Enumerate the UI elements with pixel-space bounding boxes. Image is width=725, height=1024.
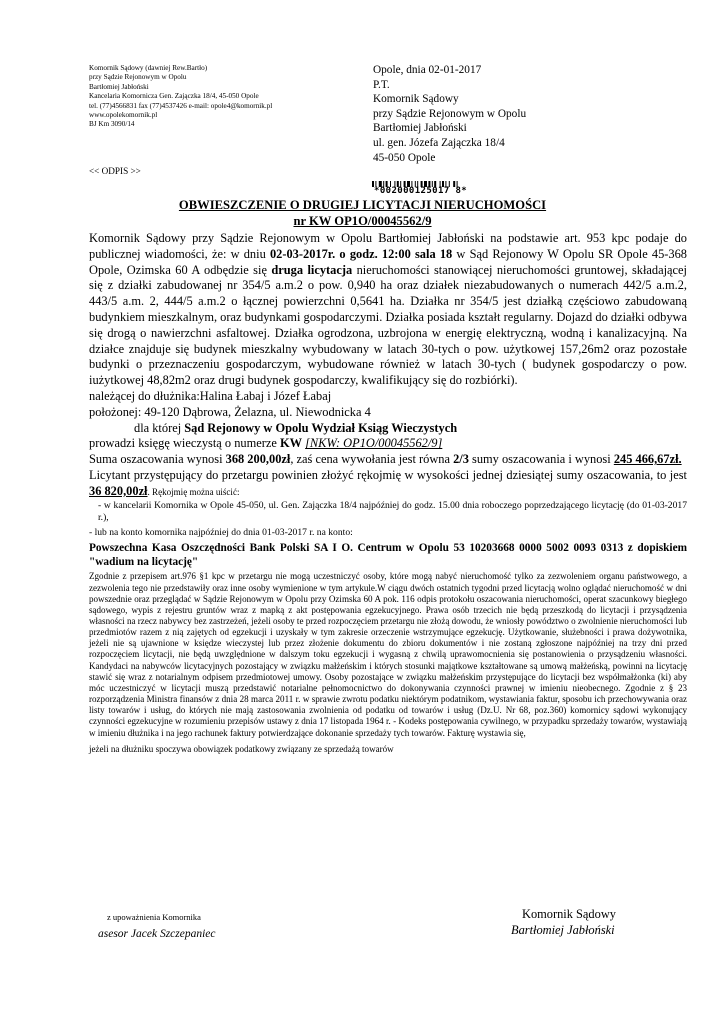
recipient-block	[373, 63, 526, 165]
land-register-line: prowadzi księgę wieczystą o numerze KW [NKW: OP1O/00045562/9]	[89, 436, 443, 451]
document-date: Opole, dnia 02-01-2017	[373, 64, 482, 76]
office-header-line-2: przy Sądzie Rejonowym w Opolu	[89, 73, 187, 82]
notice-title: OBWIESZCZENIE O DRUGIEJ LICYTACJI NIERUCHOMOŚCI	[178, 198, 547, 212]
office-header	[89, 64, 272, 130]
land-register-number: nr KW OP1O/00045562/9	[293, 214, 432, 228]
deposit-amount: 36 820,00zł	[89, 483, 148, 498]
valuation-amount: 368 200,00zł	[225, 452, 291, 467]
assessor-signature: asesor Jacek Szczepaniec	[98, 928, 216, 940]
auction-type: druga licytacja	[271, 262, 353, 277]
authorization-note: z upoważnienia Komornika	[107, 912, 201, 922]
court-line: dla której Sąd Rejonowy w Opolu Wydział Ksiąg Wieczystych	[134, 420, 458, 435]
office-header-line-3: Bartłomiej Jabłoński	[89, 82, 149, 91]
recipient-pt: P.T.	[373, 78, 390, 91]
bailiff-signature: Bartłomiej Jabłoński	[511, 923, 615, 937]
debtor-line: należącej do dłużnika:Halina Łabaj i Józef Łabaj	[89, 388, 332, 403]
bank-account: Powszechna Kasa Oszczędności Bank Polski SA I O. Centrum w Opolu 53 10203668 0000 5002 0093 0313 z dopiskiem "wadium na licytację"	[89, 541, 687, 568]
auction-date: 02-03-2017r. o godz. 12:00 sala 18	[269, 246, 453, 261]
valuation-line: Suma oszacowania wynosi 368 200,00zł, zaś cena wywołania jest równa 2/3 sumy oszacowania i wynosi 245 466,67zł.	[89, 452, 682, 467]
recipient-line-1: Komornik Sądowy	[373, 93, 459, 106]
recipient-line-5: 45-050 Opole	[373, 151, 436, 164]
payment-option-transfer: - lub na konto komornika najpóźniej do dnia 01-03-2017 r. na konto:	[89, 526, 353, 538]
bailiff-title: Komornik Sądowy	[522, 907, 616, 921]
case-number: BJ Km 3090/14	[89, 120, 135, 129]
notice-body	[89, 231, 687, 755]
recipient-line-4: ul. gen. Józefa Zajączka 18/4	[373, 136, 505, 149]
deposit-line: Licytant przystępujący do przetargu powinien złożyć rękojmię w wysokości jednej dziesiątej sumy oszacowania, to jest 36 820,00zł. Rękojmię można uiścić:	[89, 467, 687, 498]
copy-marker: << ODPIS >>	[89, 166, 141, 176]
starting-price: 245 466,67zł.	[613, 452, 682, 467]
office-header-line-1: Komornik Sądowy (dawniej Rew.Bartło)	[89, 64, 208, 72]
barcode-text: *002000125017 8*	[374, 186, 468, 196]
office-header-line-6: www.opolekomornik.pl	[89, 111, 158, 120]
office-header-line-5: tel. (77)4566831 fax (77)4537426 e-mail: opole4@komornik.pl	[89, 101, 273, 110]
payment-option-office: - w kancelarii Komornika w Opole 45-050, ul. Gen. Zajączka 18/4 najpóźniej do godz. 15.00 dnia roboczego poprzedzającego licytację (do 01-03-2017 r.),	[98, 499, 687, 523]
legal-provisions: Zgodnie z przepisem art.976 §1 kpc w przetargu nie mogą uczestniczyć osoby, które mogą nabyć nieruchomość tylko za zezwoleniem organu państwowego, a zezwolenia tego nie przedstawiły oraz inne osoby wymienione w tym artykule.W ciągu dwóch ostatnich tygodni przed licytacją wolno oglądać nieruchomość w dni powszednie oraz przeglądać w Sądzie Rejonowym w Opolu przy Ozimska 60 A pok. 116 odpis protokołu oszacowania nieruchomości, operat szacunkowy biegłego sądowego, wypis z rejestru gruntów wraz z mapką z akt postępowania egzekucyjnego. Prawa osób trzecich nie będą przeszkodą do licytacji i przysądzenia własności na rzecz nabywcy bez zastrzeżeń, jeżeli osoby te przed rozpoczęciem przetargu nie złożą dowodu, że wniosły powództwo o zwolnienie nieruchomości lub przedmiotów razem z nią zajętych od egzekucji i uzyskały w tym zakresie orzeczenie wstrzymujące egzekucję. Użytkowanie, służebności i prawa dożywotnika, jeżeli nie są ujawnione w księdze wieczystej lub przez złożenie dokumentu do zbioru dokumentów i nie zostaną zgłoszone najpóźniej na trzy dni przed rozpoczęciem licytacji, nie będą uwzględnione w dalszym toku egzekucji i wygasną z chwilą uprawomocnienia się postanowienia o przysądzeniu własności. Kandydaci na nabywców licytacyjnych pozostający w związku małżeńskim i których stosunki majątkowe kształtowane są umową małżeńską, powinni na licytację stawić się wraz z notarialnym odpisem przedmiotowej umowy. Osoby pozostające w związku małżeńskim przystępujące do licytacji bez współmałżonka (ki) aby móc uczestniczyć w licytacji muszą przedstawić notarialne pełnomocnictwo do dokonywania czynności prawnej w imieniu nieobecnego. Zgodnie z § 23 rozporządzenia Ministra finansów z dnia 28 marca 2011 r. w sprawie zwrotu podatku niektórym podatnikom, wystawiania faktur, sposobu ich przechowywania oraz listy towarów i usług, do których nie mają zastosowania zwolnienia od podatku od towarów i usług (Dz.U. Nr 68, poz.360) komornicy sądowi wykonujący czynności egzekucyjne w rozumieniu przepisów ustawy z dnia 17 listopada 1964 r. - Kodeks postępowania cywilnego, w przypadku sprzedaży towarów, wystawiają w imieniu dłużnika i na jego rachunek faktury potwierdzające dokonanie sprzedaży tych towarów. Fakturę wystawia się,	[89, 571, 687, 738]
recipient-line-3: Bartłomiej Jabłoński	[373, 122, 467, 135]
property-description: Komornik Sądowy przy Sądzie Rejonowym w Opolu Bartłomiej Jabłoński na podstawie art. 953 kpc podaje do publicznej wiadomości, że: w dniu 02-03-2017r. o godz. 12:00 sala 18 w Sąd Rejonowy W Opolu SR Opole 45-368 Opole, Ozimska 60 A odbędzie się druga licytacja nieruchomości stanowiącej nieruchomości gruntowej, składającej się z działki zabudowanej nr 354/5 a.m.2 o pow. 0,940 ha oraz działek niezabudowanych o numerach 442/5 a.m.2, 443/5 a.m. 2, 444/5 a.m.2 o łącznej powierzchni 0,5641 ha. Działka nr 354/5 jest działką częściowo zabudowaną budynkiem mieszkalnym, oraz budynkami gospodarczymi. Działka posiada kształt regularny. Dojazd do działki odbywa się drogą o nawierzchni asfaltowej. Działka ogrodzona, uzbrojona w energię elektryczną, wodną i kanalizacyjną. Na działce znajduje się budynek mieszkalny wybudowany w latach 30-tych o pow. użytkowej 157,26m2 oraz pozostałe budynki o przeznaczeniu gospodarczym, wybudowane również w latach 30-tych ( budynek gospodarczy o pow. iużytkowej 48,82m2 oraz drugi budynek gospodarczy, kwalifikujący się do rozbiórki).	[89, 231, 687, 388]
recipient-line-2: przy Sądzie Rejonowym w Opolu	[373, 107, 527, 120]
office-header-line-4: Kancelaria Komornicza Gen. Zajączka 18/4, 45-050 Opole	[89, 92, 259, 101]
legal-provisions-last-line: jeżeli na dłużniku spoczywa obowiązek podatkowy związany ze sprzedażą towarów	[89, 743, 394, 754]
property-location: położonej: 49-120 Dąbrowa, Żelazna, ul. Niewodnicka 4	[89, 404, 371, 419]
